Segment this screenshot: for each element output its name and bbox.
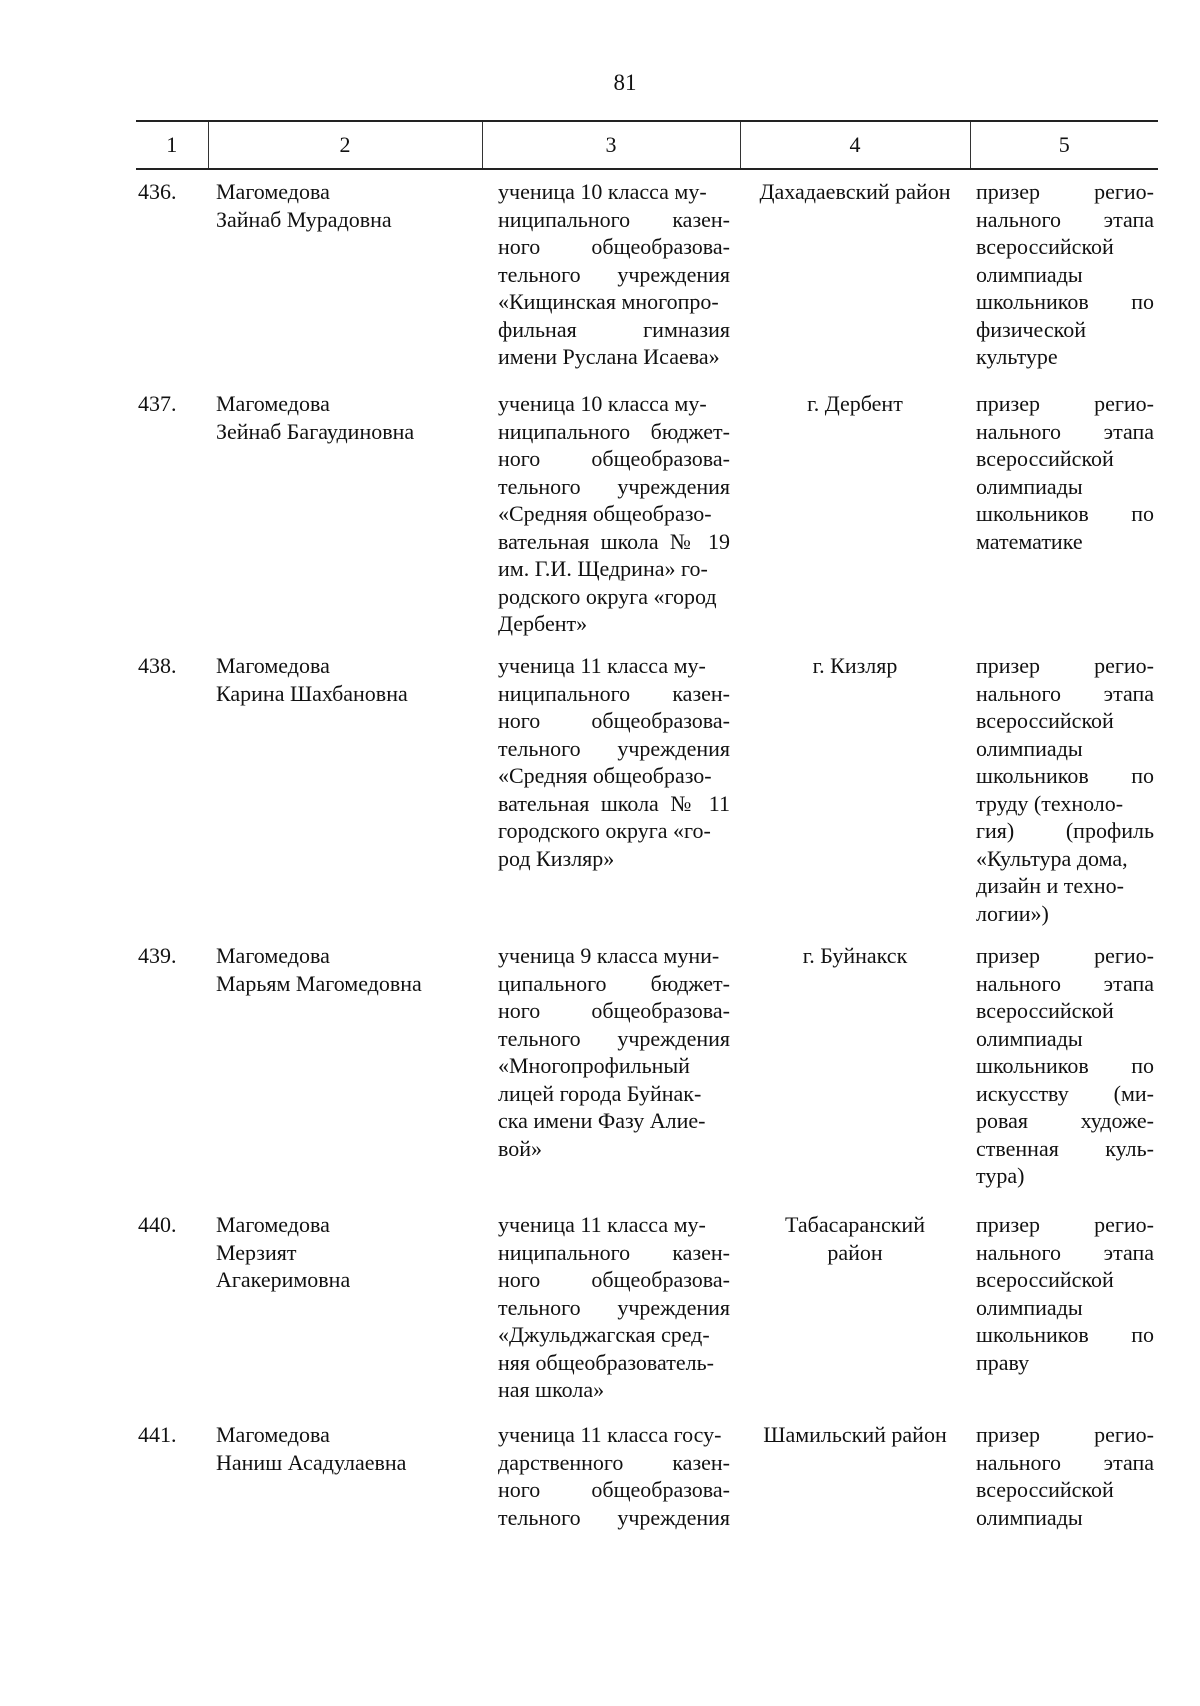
table-header (136, 121, 1158, 169)
table-row (136, 1211, 1158, 1421)
table-row (136, 942, 1158, 1211)
row-number: 436. (138, 179, 177, 204)
header-row (136, 121, 1158, 169)
header-col-5: 5 (970, 121, 1158, 169)
institution: ученица 11 класса му- ниципального казен- ного общеобразова- тельного учреждения «Средняя общеобразо- вательная школа № 11 городского округа «го- род Кизляр» (498, 653, 730, 871)
district: Шамильский район (763, 1422, 947, 1447)
student-name: Магомедова Зейнаб Багаудиновна (216, 391, 415, 444)
award: призер регио- нального этапа всероссийской олимпиады (976, 1422, 1154, 1530)
institution: ученица 11 класса госу- дарственного казен- ного общеобразова- тельного учреждения (498, 1422, 730, 1530)
award: призер регио- нального этапа всероссийской олимпиады школьников по математике (976, 391, 1154, 554)
row-number: 439. (138, 943, 177, 968)
student-name: Магомедова Карина Шахбановна (216, 653, 408, 706)
institution: ученица 9 класса муни- ципального бюджет- ного общеобразова- тельного учреждения «Многопрофильный лицей города Буйнак- ска имени Фазу Алие- вой» (498, 943, 730, 1161)
district: Табасаранский район (785, 1212, 925, 1265)
institution: ученица 10 класса му- ниципального казен- ного общеобразова- тельного учреждения «Кищинская многопро- фильная гимназия имени Руслана Исаева» (498, 179, 730, 369)
table-row (136, 652, 1158, 942)
institution: ученица 11 класса му- ниципального казен- ного общеобразова- тельного учреждения «Джульджагская сред- няя общеобразователь- ная школа» (498, 1212, 730, 1402)
table-row (136, 169, 1158, 390)
institution: ученица 10 класса му- ниципального бюджет- ного общеобразова- тельного учреждения «Средняя общеобразо- вательная школа № 19 им. Г.И. Щедрина» го- родского округа «город Дербент» (498, 391, 730, 636)
olympiad-winners-table (136, 120, 1158, 1531)
student-name: Магомедова Зайнаб Мурадовна (216, 179, 392, 232)
award: призер регио- нального этапа всероссийской олимпиады школьников по труду (техноло- гия) (профиль «Культура дома, дизайн и техно- логии») (976, 653, 1154, 926)
student-name: Магомедова Наниш Асадулаевна (216, 1422, 407, 1475)
student-name: Магомедова Марьям Магомедовна (216, 943, 422, 996)
table-row (136, 390, 1158, 652)
header-col-2: 2 (208, 121, 482, 169)
student-name: Магомедова Мерзият Агакеримовна (216, 1212, 351, 1292)
award: призер регио- нального этапа всероссийской олимпиады школьников по физической культуре (976, 179, 1154, 369)
award: призер регио- нального этапа всероссийской олимпиады школьников по искусству (ми- ровая художе- ственная куль- тура) (976, 943, 1154, 1188)
table-row (136, 1421, 1158, 1531)
row-number: 437. (138, 391, 177, 416)
header-col-3: 3 (482, 121, 740, 169)
page-number: 81 (613, 70, 637, 95)
district: г. Дербент (807, 391, 903, 416)
award: призер регио- нального этапа всероссийской олимпиады школьников по праву (976, 1212, 1154, 1375)
district: г. Кизляр (812, 653, 898, 678)
district: г. Буйнакск (802, 943, 908, 968)
row-number: 440. (138, 1212, 177, 1237)
header-col-1: 1 (136, 121, 208, 169)
district: Дахадаевский район (759, 179, 951, 204)
row-number: 438. (138, 653, 177, 678)
header-col-4: 4 (740, 121, 970, 169)
row-number: 441. (138, 1422, 177, 1447)
table-body (136, 169, 1158, 1531)
